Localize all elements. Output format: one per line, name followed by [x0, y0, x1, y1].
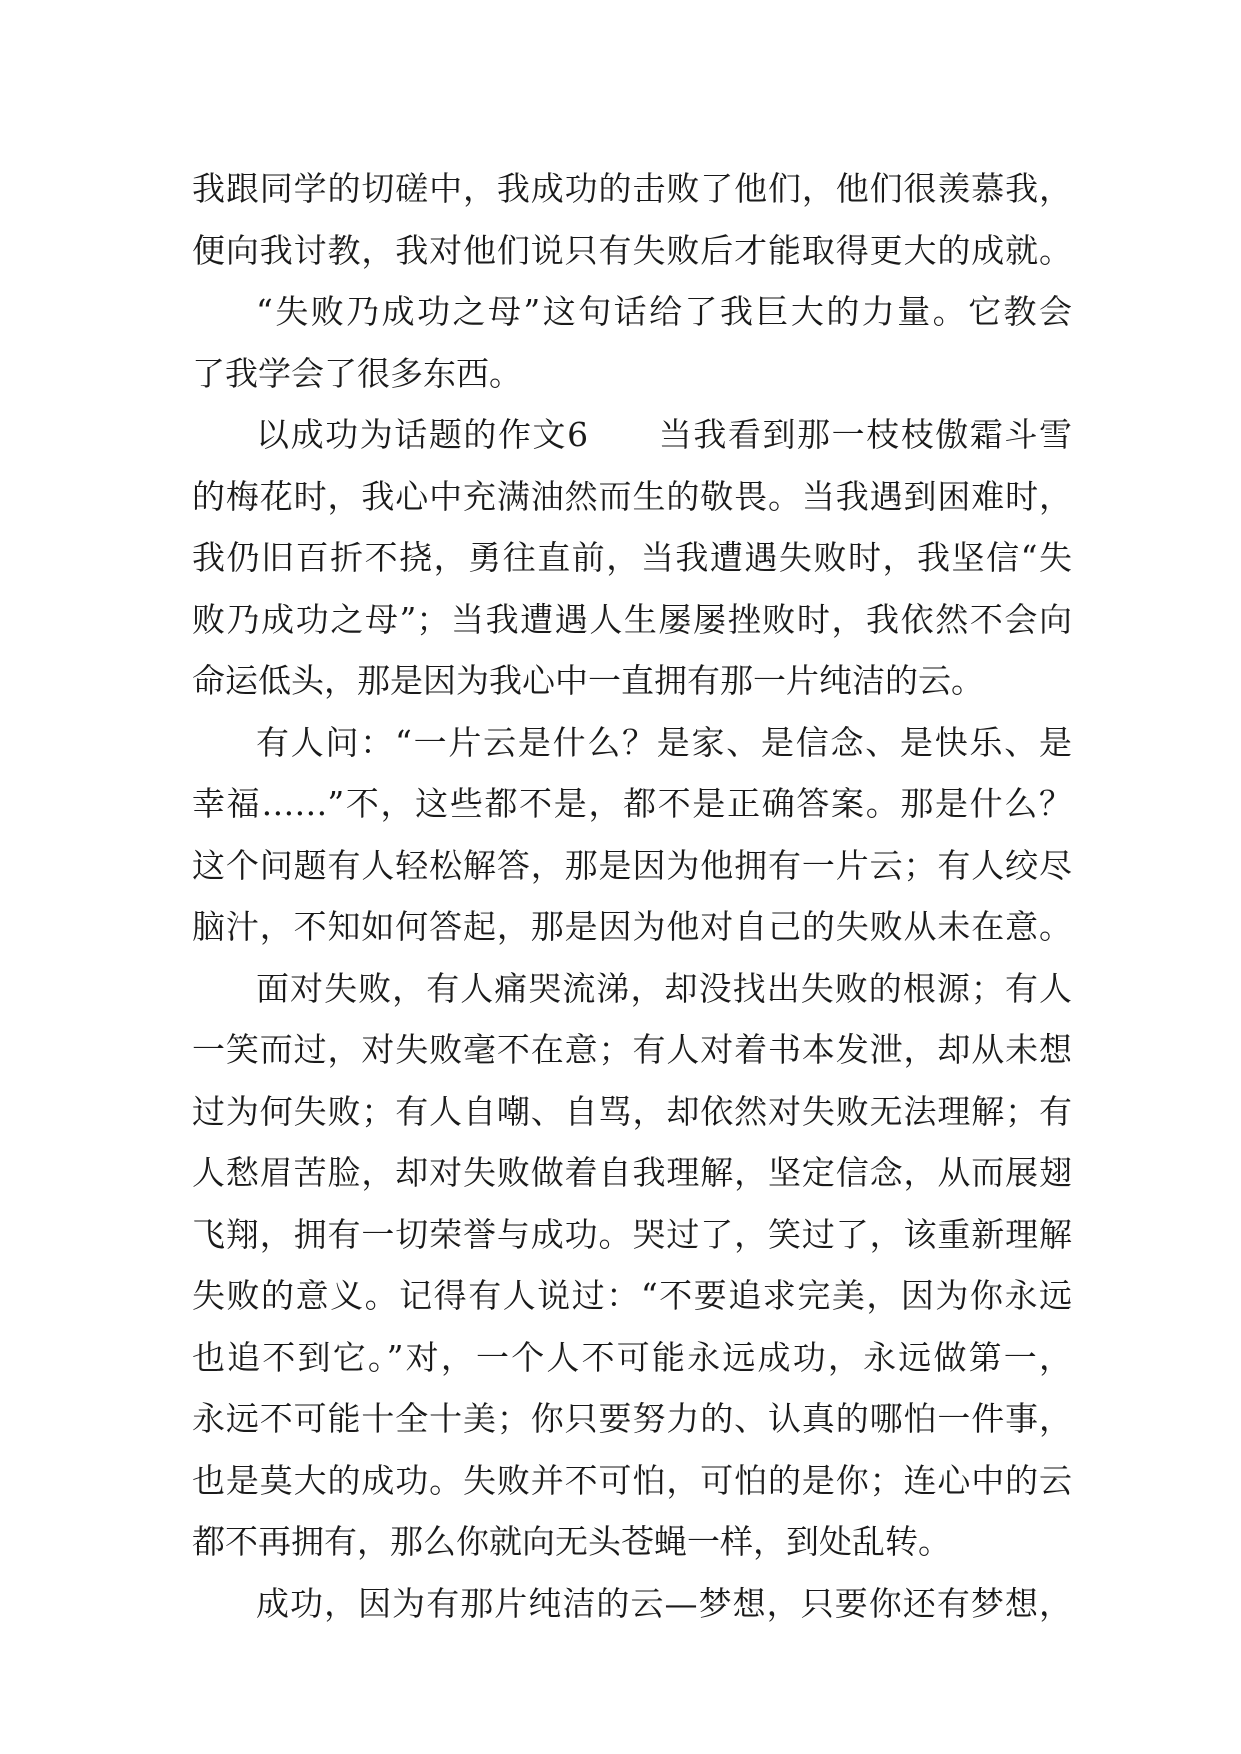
text-line: 飞翔，拥有一切荣誉与成功。哭过了，笑过了，该重新理解	[192, 1214, 1072, 1254]
text-line: 命运低头，那是因为我心中一直拥有那一片纯洁的云。	[192, 661, 984, 700]
paragraph	[192, 958, 1072, 1573]
text-line: “失败乃成功之母”这句话给了我巨大的力量。它教会	[256, 292, 1072, 331]
text-line: 面对失败，有人痛哭流涕，却没找出失败的根源；有人	[256, 968, 1072, 1008]
text-line: 成功，因为有那片纯洁的云—梦想，只要你还有梦想，	[256, 1583, 1072, 1623]
text-line: 有人问：“一片云是什么？是家、是信念、是快乐、是	[256, 722, 1072, 762]
text-line: 也是莫大的成功。失败并不可怕，可怕的是你；连心中的云	[192, 1460, 1072, 1500]
text-line: 便向我讨教，我对他们说只有失败后才能取得更大的成就。	[192, 230, 1072, 270]
text-line: 一笑而过，对失败毫不在意；有人对着书本发泄，却从未想	[192, 1030, 1072, 1069]
paragraph	[192, 281, 1072, 404]
essay-body	[192, 158, 1072, 1634]
paragraph	[192, 404, 1072, 712]
paragraph	[192, 1573, 1072, 1635]
text-line: 也追不到它。”对，一个人不可能永远成功，永远做第一，	[192, 1337, 1072, 1377]
text-line: 过为何失败；有人自嘲、自骂，却依然对失败无法理解；有	[192, 1091, 1072, 1131]
text-line: 我仍旧百折不挠，勇往直前，当我遭遇失败时，我坚信“失	[192, 538, 1072, 577]
text-line: 这个问题有人轻松解答，那是因为他拥有一片云；有人绞尽	[192, 845, 1072, 885]
text-line: 幸福……”不，这些都不是，都不是正确答案。那是什么？	[192, 784, 1072, 823]
text-line: 永远不可能十全十美；你只要努力的、认真的哪怕一件事，	[192, 1399, 1072, 1438]
text-line: 都不再拥有，那么你就向无头苍蝇一样，到处乱转。	[192, 1522, 951, 1561]
paragraph	[192, 158, 1072, 281]
text-line: 了我学会了很多东西。	[192, 353, 522, 393]
paragraph	[192, 712, 1072, 958]
text-line: 以成功为话题的作文6 当我看到那一枝枝傲霜斗雪	[256, 415, 1072, 454]
text-line: 失败的意义。记得有人说过：“不要追求完美，因为你永远	[192, 1276, 1072, 1315]
text-line: 败乃成功之母”；当我遭遇人生屡屡挫败时，我依然不会向	[192, 599, 1072, 639]
text-line: 人愁眉苦脸，却对失败做着自我理解，坚定信念，从而展翅	[192, 1153, 1072, 1192]
text-line: 我跟同学的切磋中，我成功的击败了他们，他们很羡慕我，	[192, 169, 1072, 208]
text-line: 脑汁，不知如何答起，那是因为他对自己的失败从未在意。	[192, 907, 1072, 946]
text-line: 的梅花时，我心中充满油然而生的敬畏。当我遇到困难时，	[192, 476, 1072, 516]
